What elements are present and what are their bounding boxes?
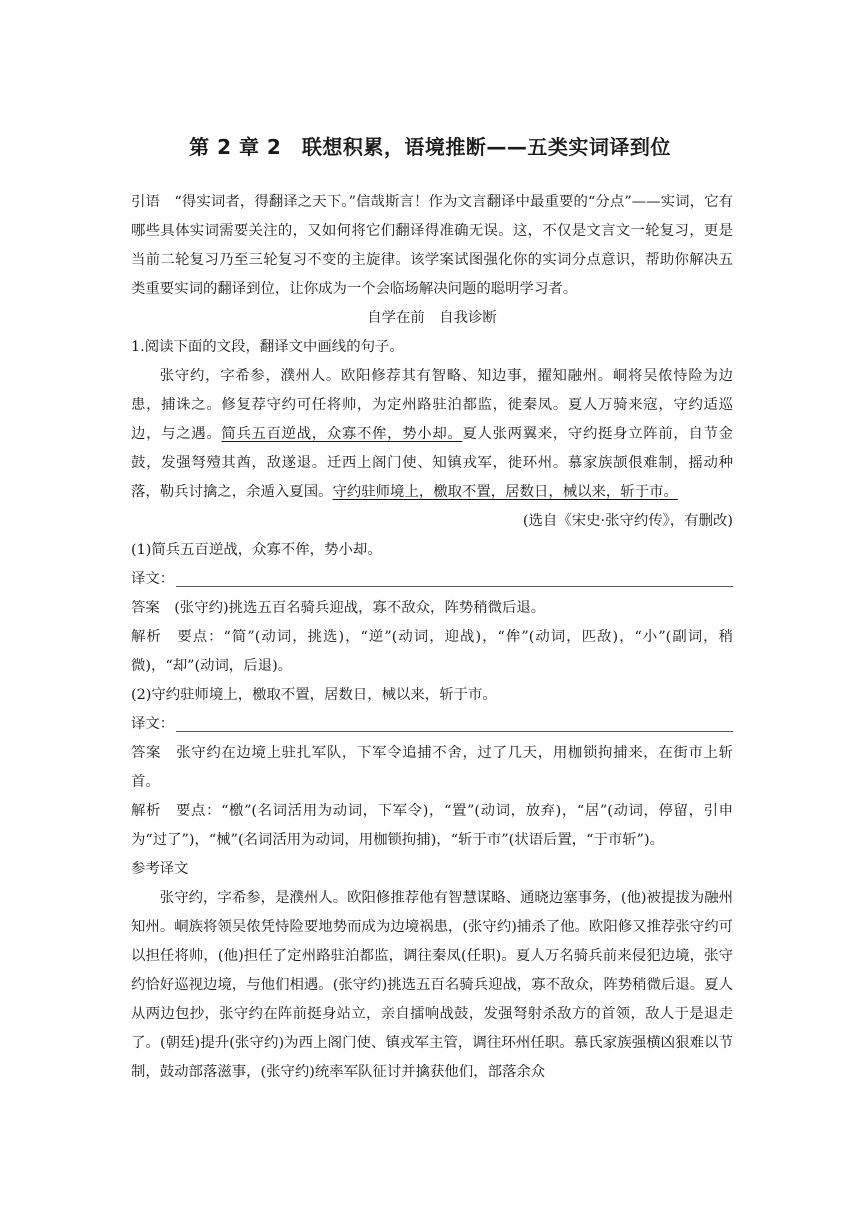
item-1-translation-line [131,565,733,594]
analysis-label: 解析 [131,629,162,645]
intro-text: “得实词者，得翻译之天下。”信哉斯言！作为文言翻译中最重要的“分点”——实词，它有哪些具体实词需要关注的，又如何将它们翻译得准确无误。这，不仅是文言文一轮复习，更是当前二轮复习乃至三轮复习不变的主旋律。该学案试图强化你的实词分点意识，帮助你解决五类重要实词的翻译到位，让你成为一个会临场解决问题的聪明学习者。 [131,194,733,297]
item-1-answer [131,594,733,623]
item-1-question: (1)简兵五百逆战，众寡不侔，势小却。 [131,542,382,558]
item-1-analysis [131,623,733,681]
translation-label: 译文： [131,571,175,587]
item-2-analysis [131,797,733,855]
analysis-label: 解析 [131,803,162,819]
answer-label: 答案 [131,745,162,761]
section-heading: 自学在前 自我诊断 [367,310,497,326]
reference-translation: 张守约，字希参，是濮州人。欧阳修推荐他有智慧谋略、通晓边塞事务，(他)被提拔为融州知州。峒族将领吴侬凭恃险要地势而成为边境祸患，(张守约)捕杀了他。欧阳修又推荐张守约可以担任将帅，(他)担任了定州路驻泊都监，调往秦凤(任职)。夏人万名骑兵前来侵犯边境，张守约恰好巡视边境，与他们相遇。(张守约)挑选五百名骑兵迎战，寡不敌众，阵势稍微后退。夏人从两边包抄，张守约在阵前挺身站立，亲自擂响战鼓，发强弩射杀敌方的首领，敌人于是退走了。(朝廷)提升(张守约)为西上阁门使、镇戎军主管，调往环州任职。慕氏家族强横凶狠难以节制，鼓动部落滋事，(张守约)统率军队征讨并擒获他们，部落余众 [131,890,733,1080]
item-2-answer [131,739,733,797]
question-1: 1.阅读下面的文段，翻译文中画线的句子。 [131,339,404,355]
reference-label: 参考译文 [131,861,189,877]
underlined-sentence-2: 守约驻师境上，檄取不置，居数日，械以来，斩于市。 [332,484,678,500]
underlined-sentence-1: 简兵五百逆战，众寡不侔，势小却。 [221,426,463,442]
analysis-text: 要点：“檄”(名词活用为动词，下军令)，“置”(动词，放弃)，“居”(动词，停留，引申为“过了”)，“械”(名词活用为动词，用枷锁拘捕)，“斩于市”(状语后置，“于市斩”)。 [131,803,733,848]
passage-paragraph [131,362,733,507]
analysis-text: 要点：“简”(动词，挑选)，“逆”(动词，迎战)，“侔”(动词，匹敌)，“小”(副词，稍微)，“却”(动词，后退)。 [131,629,733,674]
document-body [131,188,733,1087]
answer-text: (张守约)挑选五百名骑兵迎战，寡不敌众，阵势稍微后退。 [174,600,546,616]
item-2-question: (2)守约驻师境上，檄取不置，居数日，械以来，斩于市。 [131,687,497,703]
source-citation: (选自《宋史·张守约传》，有删改) [522,513,733,529]
passage-text-2: 夏人张两翼来，守约挺身立阵前，自节金鼓，发强弩殪其酋，敌遂退。迁西上阁门使、知镇戎军，徙环州。慕家族颉佷难制，摇动种落，勒兵讨擒之，余遁入夏国。 [131,426,733,500]
intro-paragraph [131,188,733,304]
answer-label: 答案 [131,600,160,616]
item-2-translation-line [131,710,733,739]
passage-text-1: 张守约，字希参，濮州人。欧阳修荐其有智略、知边事，擢知融州。峒将吴侬恃险为边患，捕诛之。修复荐守约可任将帅，为定州路驻泊都监，徙秦凤。夏人万骑来寇，守约适巡边，与之遇。 [131,368,733,442]
answer-text: 张守约在边境上驻扎军队，下军令追捕不舍，过了几天，用枷锁拘捕来，在街市上斩首。 [131,745,733,790]
intro-label: 引语 [131,194,160,210]
translation-label: 译文： [131,716,175,732]
page-title: 第 2 章 2 联想积累，语境推断——五类实词译到位 [189,135,671,159]
answer-blank[interactable] [176,572,733,587]
answer-blank[interactable] [176,717,733,732]
